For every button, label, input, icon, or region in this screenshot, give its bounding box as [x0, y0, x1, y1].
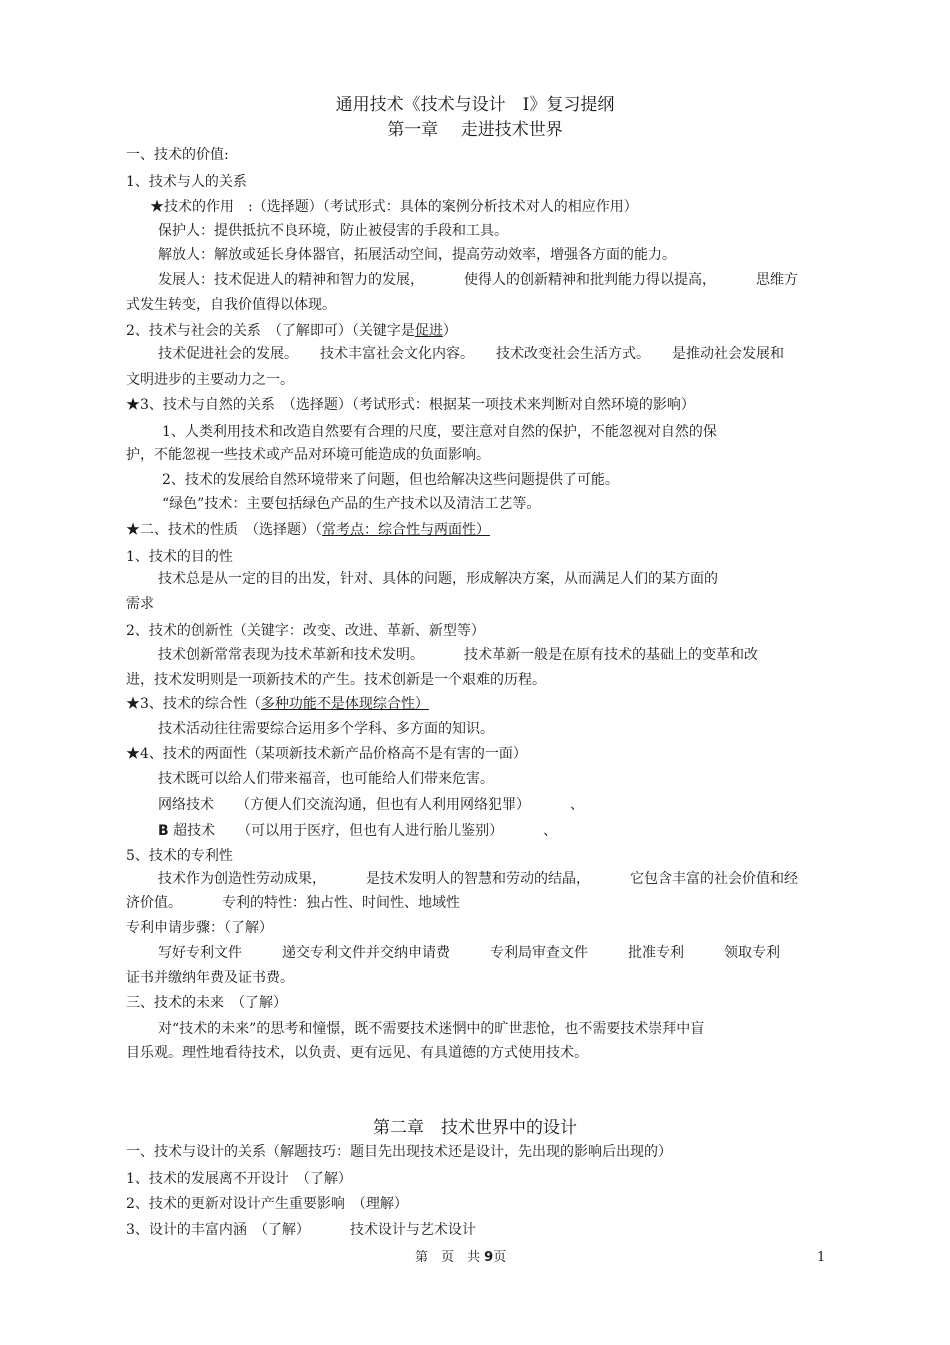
text-run: 写好专利文件: [158, 945, 242, 961]
text-run: 技术改变社会生活方式。: [496, 346, 650, 362]
paragraph: [158, 870, 858, 888]
paragraph: 技术总是从一定的目的出发，针对、具体的问题，形成解决方案，从而满足人们的某方面的: [158, 571, 718, 587]
text-run: 专利局审查文件: [490, 945, 588, 961]
text-run: 技术促进社会的发展。: [158, 346, 298, 362]
paragraph: 进，技术发明则是一项新技术的产生。技术创新是一个艰难的历程。: [126, 672, 546, 688]
text-run: 济价值。: [126, 895, 182, 911]
subsection-heading: 5、技术的专利性: [126, 848, 233, 864]
subsection-heading: 1、技术的发展离不开设计 （了解）: [126, 1171, 352, 1187]
paragraph: 需求: [126, 596, 154, 612]
chapter2-heading: 第二章 技术世界中的设计: [373, 1118, 577, 1138]
text-run: 第 页 共: [415, 1250, 481, 1265]
page-number: 1: [817, 1250, 826, 1265]
text-run: 页: [493, 1250, 507, 1265]
paragraph: [158, 796, 858, 814]
paragraph: 保护人：提供抵抗不良环境，防止被侵害的手段和工具。: [158, 223, 508, 239]
keyword-underlined: 促进: [414, 323, 443, 339]
text-run: 3、设计的丰富内涵 （了解）: [126, 1222, 310, 1238]
paragraph: 文明进步的主要动力之一。: [126, 372, 294, 388]
paragraph: 解放人：解放或延长身体器官，拓展活动空间，提高劳动效率，增强各方面的能力。: [158, 247, 676, 263]
text-run: ★二、技术的性质 （选择题）（: [126, 522, 322, 538]
paragraph: 目乐观。理性地看待技术，以负责、更有远见、有具道德的方式使用技术。: [126, 1045, 588, 1061]
text-run: 、: [543, 823, 558, 839]
text-run: 技术作为创造性劳动成果，: [158, 871, 326, 887]
subsection-heading: [126, 695, 826, 713]
text-run: 技术设计与艺术设计: [349, 1222, 476, 1238]
text-run: 递交专利文件并交纳申请费: [282, 945, 450, 961]
text-run: 技术创新常常表现为技术革新和技术发明。: [158, 647, 424, 663]
text-run: 是推动社会发展和: [672, 346, 784, 362]
paragraph: [158, 345, 858, 363]
section-heading: 一、技术的价值:: [126, 147, 229, 163]
text-run: ★3、技术的综合性（: [126, 696, 261, 712]
text-run: ）: [442, 323, 457, 339]
text-run: 、: [570, 797, 584, 813]
text-run: （方便人们交流沟通，但也有人利用网络犯罪）: [236, 797, 530, 813]
paragraph: 对“技术的未来”的思考和憧憬，既不需要技术迷惘中的旷世悲怆，也不需要技术崇拜中盲: [158, 1021, 705, 1037]
section-heading: 三、技术的未来 （了解）: [126, 995, 287, 1011]
text-run: 专利的特性：独占性、时间性、地域性: [222, 895, 460, 911]
text-run: 2、技术与社会的关系 （了解即可）（关键字是: [126, 323, 415, 339]
subsection-heading: 2、技术的创新性（关键字：改变、改进、革新、新型等）: [126, 623, 485, 639]
total-pages: 9: [484, 1250, 494, 1265]
text-run: 领取专利: [724, 945, 780, 961]
page-footer-label: [415, 1250, 506, 1266]
text-run: 它包含丰富的社会价值和经: [630, 871, 798, 887]
paragraph: 技术既可以给人们带来福音，也可能给人们带来危害。: [158, 771, 494, 787]
text-run: 使得人的创新精神和批判能力得以提高，: [464, 272, 716, 288]
text-run: 是技术发明人的智慧和劳动的结晶，: [366, 871, 590, 887]
subsection-heading: 2、技术的更新对设计产生重要影响 （理解）: [126, 1196, 408, 1212]
text-run: 批准专利: [628, 945, 684, 961]
subsection-heading: 1、技术与人的关系: [126, 174, 247, 190]
paragraph: [158, 822, 858, 840]
paragraph: 2、技术的发展给自然环境带来了问题，但也给解决这些问题提供了可能。: [162, 472, 619, 488]
paragraph: 技术活动往往需要综合运用多个学科、多方面的知识。: [158, 721, 494, 737]
text-run: 发展人：技术促进人的精神和智力的发展，: [158, 272, 424, 288]
paragraph: [158, 271, 858, 289]
text-run: B: [158, 823, 169, 839]
subsection-heading: [126, 1221, 826, 1239]
section-heading: 一、技术与设计的关系（解题技巧：题目先出现技术还是设计，先出现的影响后出现的）: [126, 1144, 672, 1160]
subsection-heading: ★3、技术与自然的关系 （选择题）（考试形式：根据某一项技术来判断对自然环境的影响）: [126, 397, 695, 413]
text-run: 技术革新一般是在原有技术的基础上的变革和改: [464, 647, 758, 663]
section-heading: [126, 521, 826, 539]
underlined-note: 常考点：综合性与两面性）: [322, 522, 490, 538]
paragraph: 证书并缴纳年费及证书费。: [126, 970, 294, 986]
chapter1-heading: 第一章 走进技术世界: [387, 120, 563, 140]
text-run: （可以用于医疗，但也有人进行胎儿鉴别）: [237, 823, 504, 839]
subsection-heading: ★4、技术的两面性（某项新技术新产品价格高不是有害的一面）: [126, 746, 527, 762]
text-run: 超技术: [173, 823, 216, 839]
text-run: 技术丰富社会文化内容。: [320, 346, 474, 362]
underlined-note: 多种功能不是体现综合性）: [260, 696, 429, 712]
paragraph: [126, 894, 826, 912]
paragraph: [158, 646, 858, 664]
starred-note: ★技术的作用 :（选择题）（考试形式：具体的案例分析技术对人的相应作用）: [150, 199, 638, 215]
paragraph: 护，不能忽视一些技术或产品对环境可能造成的负面影响。: [126, 447, 490, 463]
document-title: 通用技术《技术与设计 I》复习提纲: [335, 95, 615, 115]
paragraph: 式发生转变，自我价值得以体现。: [126, 297, 336, 313]
subsection-heading: 1、技术的目的性: [126, 549, 233, 565]
paragraph: 专利申请步骤：（了解）: [126, 920, 273, 936]
subsection-heading: [126, 322, 826, 340]
paragraph: 1、人类利用技术和改造自然要有合理的尺度，要注意对自然的保护，不能忽视对自然的保: [162, 424, 717, 440]
paragraph: [158, 944, 858, 962]
paragraph: “绿色”技术：主要包括绿色产品的生产技术以及清洁工艺等。: [162, 496, 541, 512]
text-run: 思维方: [756, 272, 798, 288]
text-run: 网络技术: [158, 797, 214, 813]
